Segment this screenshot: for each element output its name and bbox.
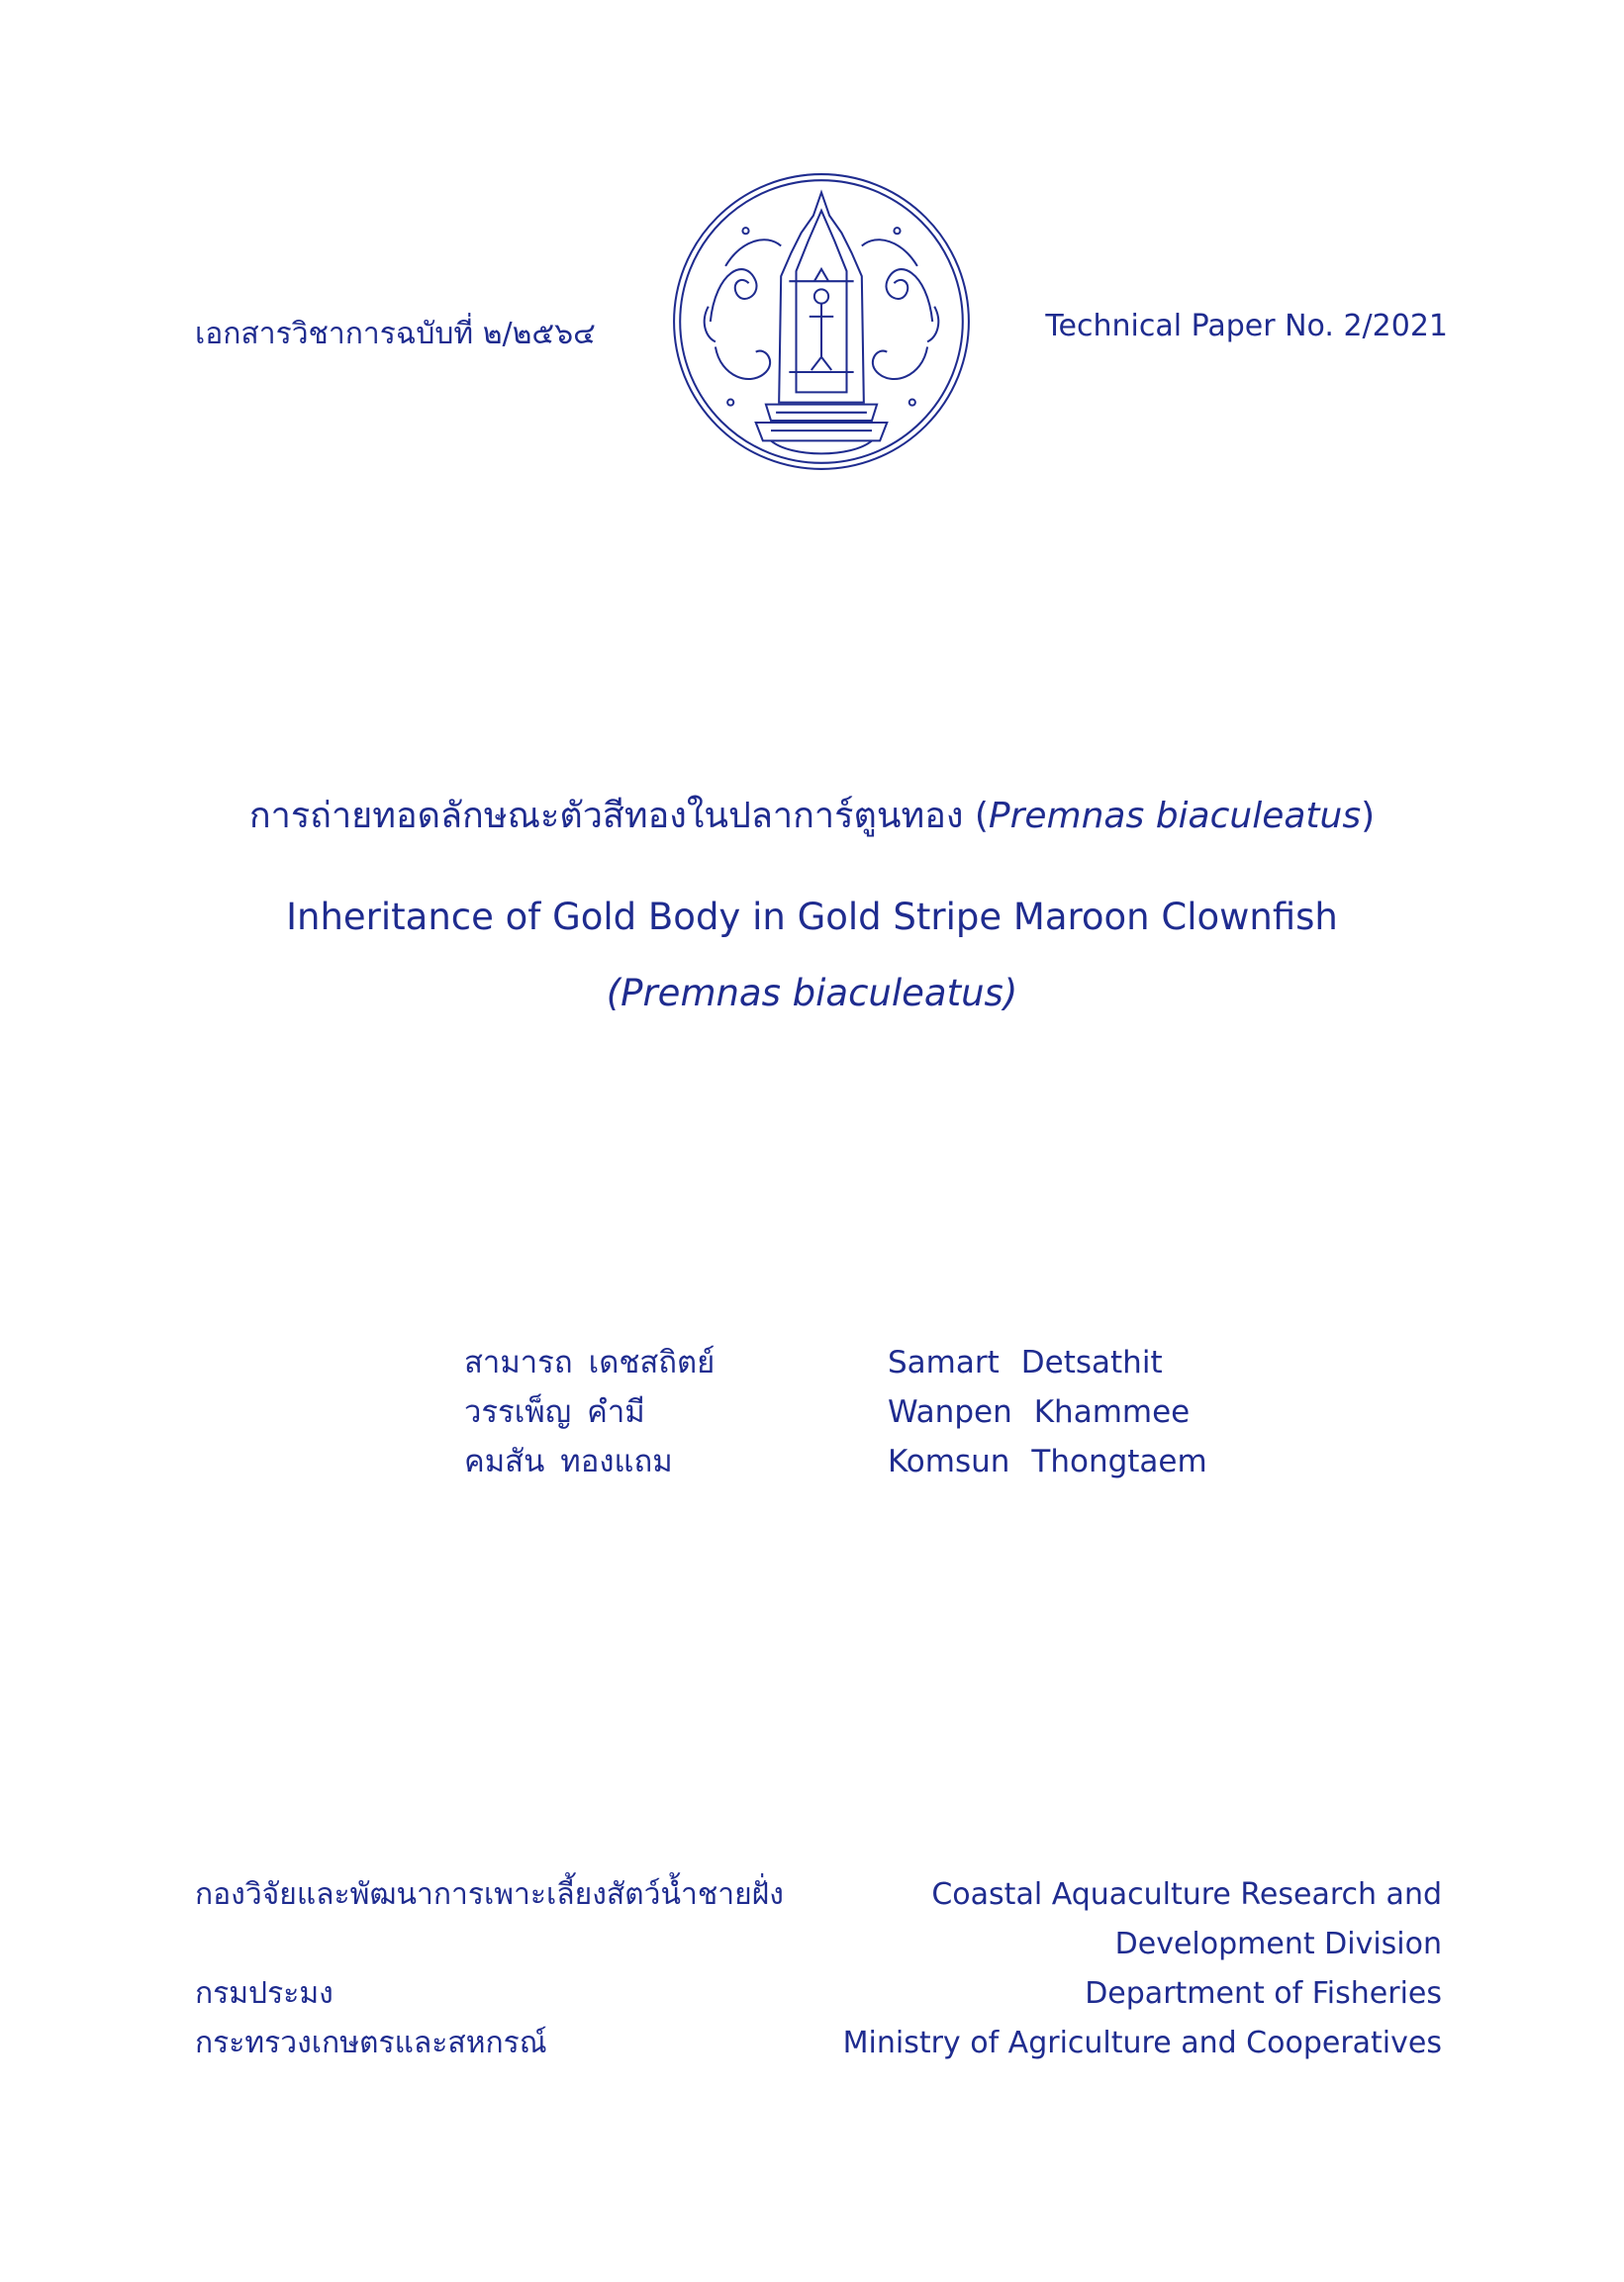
ministry-thai: กระทรวงเกษตรและสหกรณ์ bbox=[195, 2026, 547, 2060]
author-last-name: Thongtaem bbox=[1031, 1444, 1207, 1479]
author-thai-row bbox=[464, 1437, 730, 1486]
author-english-row bbox=[888, 1387, 1229, 1437]
division-english-line-1: Coastal Aquaculture Research and bbox=[931, 1877, 1442, 1912]
department-of-fisheries-seal-icon bbox=[670, 170, 973, 473]
paper-number-english: Technical Paper No. 2/2021 bbox=[1045, 309, 1448, 343]
title-english: Inheritance of Gold Body in Gold Stripe Maroon Clownfish bbox=[286, 896, 1338, 938]
author-last-name: ทองแถม bbox=[560, 1444, 673, 1479]
ministry-english: Ministry of Agriculture and Cooperatives bbox=[842, 2026, 1442, 2060]
paper-number-thai: เอกสารวิชาการฉบับที่ ๒/๒๕๖๔ bbox=[195, 317, 596, 351]
author-first-name: วรรเพ็ญ bbox=[464, 1394, 572, 1430]
authors-thai bbox=[464, 1338, 730, 1486]
title-thai bbox=[0, 787, 1624, 843]
division-english-line-2: Development Division bbox=[1114, 1927, 1442, 1961]
organization-thai bbox=[195, 1870, 784, 2068]
author-thai-row bbox=[464, 1387, 730, 1437]
department-thai: กรมประมง bbox=[195, 1976, 334, 2011]
title-thai-main: การถ่ายทอดลักษณะตัวสีทองในปลาการ์ตูนทอง ( bbox=[248, 796, 989, 836]
author-last-name: เดชสถิตย์ bbox=[588, 1345, 716, 1380]
author-thai-row bbox=[464, 1338, 730, 1387]
department-english: Department of Fisheries bbox=[1085, 1976, 1442, 2011]
title-thai-scientific-name: Premnas biaculeatus bbox=[988, 796, 1362, 836]
division-thai: กองวิจัยและพัฒนาการเพาะเลี้ยงสัตว์น้ำชายฝั่ง bbox=[195, 1877, 784, 1912]
author-first-name: Samart bbox=[888, 1345, 1000, 1380]
author-first-name: Wanpen bbox=[888, 1394, 1012, 1430]
author-last-name: คำมี bbox=[587, 1394, 645, 1430]
author-english-row bbox=[888, 1437, 1229, 1486]
authors-english bbox=[888, 1338, 1229, 1486]
title-thai-close: ) bbox=[1361, 796, 1376, 836]
author-first-name: สามารถ bbox=[464, 1345, 573, 1380]
author-last-name: Detsathit bbox=[1020, 1345, 1163, 1380]
author-last-name: Khammee bbox=[1033, 1394, 1191, 1430]
title-english-scientific-name: (Premnas biaculeatus) bbox=[606, 972, 1018, 1014]
author-first-name: Komsun bbox=[888, 1444, 1010, 1479]
organization-english bbox=[843, 1870, 1442, 2068]
author-english-row bbox=[888, 1338, 1229, 1387]
author-first-name: คมสัน bbox=[464, 1444, 545, 1479]
